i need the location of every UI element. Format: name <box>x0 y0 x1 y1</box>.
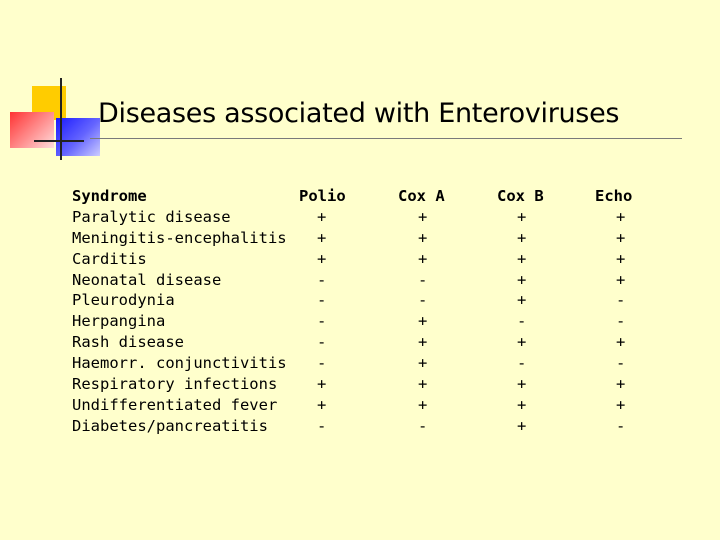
cell-syndrome: Respiratory infections <box>72 375 278 394</box>
cell-syndrome: Undifferentiated fever <box>72 395 278 414</box>
cell-cox-a: + <box>418 207 428 226</box>
cell-cox-b: + <box>517 333 527 352</box>
cell-echo: - <box>616 312 626 331</box>
header-echo: Echo <box>595 187 633 205</box>
cell-echo: + <box>616 375 626 394</box>
header-syndrome: Syndrome <box>72 187 147 205</box>
cell-cox-b: + <box>517 291 527 310</box>
cell-cox-a: + <box>418 354 428 373</box>
cell-syndrome: Rash disease <box>72 333 184 352</box>
cell-polio: - <box>317 291 327 310</box>
cell-polio: + <box>317 207 327 226</box>
cell-syndrome: Herpangina <box>72 312 166 331</box>
cell-syndrome: Pleurodynia <box>72 291 175 310</box>
cell-echo: - <box>616 354 626 373</box>
red-gradient-square-icon <box>10 112 54 148</box>
cell-cox-b: + <box>517 416 527 435</box>
cell-syndrome: Neonatal disease <box>72 270 222 289</box>
cell-cox-a: + <box>418 375 428 394</box>
header-cox-a: Cox A <box>398 187 445 205</box>
cell-syndrome: Haemorr. conjunctivitis <box>72 354 287 373</box>
cell-polio: + <box>317 375 327 394</box>
cell-cox-b: - <box>517 312 527 331</box>
cell-cox-a: + <box>418 333 428 352</box>
cell-syndrome: Paralytic disease <box>72 207 231 226</box>
cell-echo: + <box>616 333 626 352</box>
cell-syndrome: Carditis <box>72 249 147 268</box>
cell-polio: + <box>317 249 327 268</box>
cell-cox-b: - <box>517 354 527 373</box>
cell-syndrome: Diabetes/pancreatitis <box>72 416 268 435</box>
cell-cox-b: + <box>517 270 527 289</box>
cell-cox-a: + <box>418 249 428 268</box>
cell-cox-a: - <box>418 270 428 289</box>
cell-echo: - <box>616 416 626 435</box>
header-polio: Polio <box>299 187 346 205</box>
cell-cox-b: + <box>517 228 527 247</box>
cell-cox-a: - <box>418 416 428 435</box>
cell-polio: + <box>317 228 327 247</box>
cell-cox-b: + <box>517 249 527 268</box>
blue-gradient-square-icon <box>56 118 100 156</box>
cell-polio: - <box>317 312 327 331</box>
cell-echo: - <box>616 291 626 310</box>
header-cox-b: Cox B <box>497 187 544 205</box>
cell-polio: - <box>317 416 327 435</box>
cell-cox-b: + <box>517 375 527 394</box>
cell-polio: - <box>317 354 327 373</box>
cell-cox-b: + <box>517 207 527 226</box>
cell-echo: + <box>616 249 626 268</box>
cell-polio: - <box>317 270 327 289</box>
cell-cox-a: + <box>418 395 428 414</box>
cell-cox-a: + <box>418 312 428 331</box>
cell-echo: + <box>616 395 626 414</box>
cell-cox-a: + <box>418 228 428 247</box>
cell-polio: + <box>317 395 327 414</box>
slide-title: Diseases associated with Enteroviruses <box>98 98 620 129</box>
cell-cox-b: + <box>517 395 527 414</box>
cell-syndrome: Meningitis-encephalitis <box>72 228 287 247</box>
cell-echo: + <box>616 207 626 226</box>
cell-cox-a: - <box>418 291 428 310</box>
horizontal-accent-line <box>34 140 84 142</box>
cell-echo: + <box>616 228 626 247</box>
cell-polio: - <box>317 333 327 352</box>
vertical-divider <box>60 78 62 160</box>
title-underline <box>90 138 682 139</box>
cell-echo: + <box>616 270 626 289</box>
